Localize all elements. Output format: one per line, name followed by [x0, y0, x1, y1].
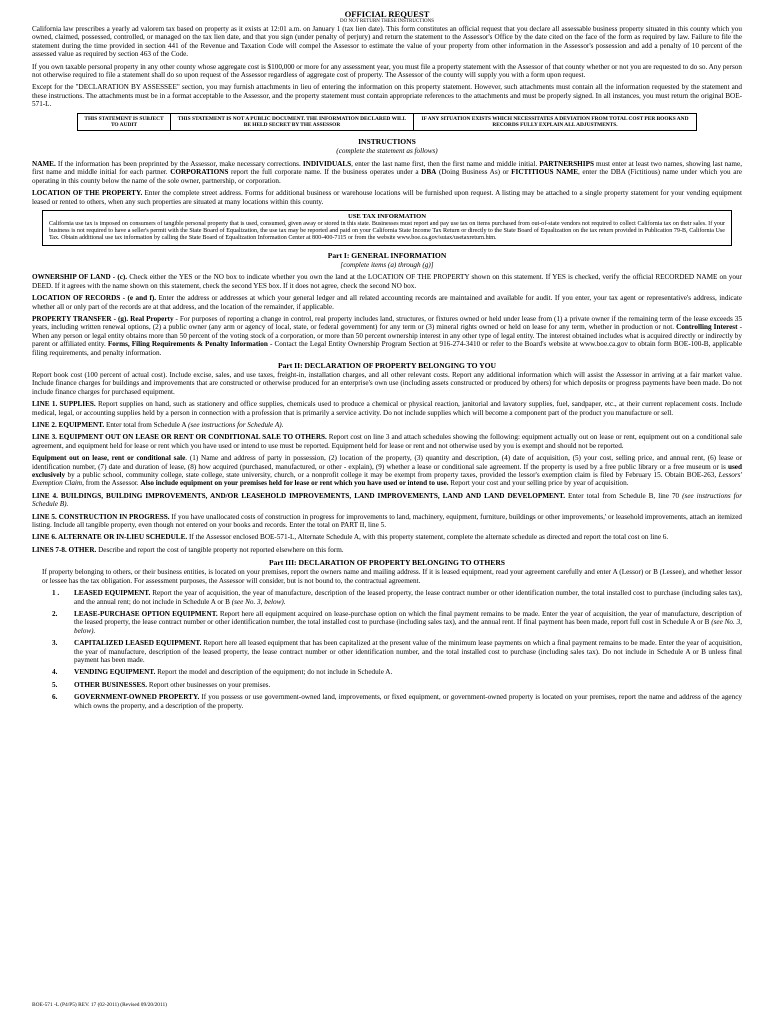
item-number: 2. [52, 609, 58, 618]
line3-text: Report cost on line 3 and attach schedules showing the following: equipment actually out on lease or rent, equipment out on a conditional sale agreement, and equipment held for lease or rent which you have used or intend to use must be reported. Equipment held for lease or rent and not otherwise used by you is exempt and should not be reported. [32, 433, 743, 450]
item-label: GOVERNMENT-OWNED PROPERTY. [74, 693, 200, 702]
name-instruction [32, 160, 742, 185]
line2-text: Enter total from Schedule A [104, 421, 188, 429]
part3-list [32, 589, 742, 710]
instructions-heading: INSTRUCTIONS [358, 137, 416, 147]
item-text [74, 610, 742, 635]
forms-label: Forms, Filing Requirements & Penalty Information [107, 340, 268, 349]
line1-label: LINE 1. SUPPLIES. [32, 400, 96, 409]
location-text: Enter the complete street address. Forms for additional business or warehouse locations will be furnished upon request. A listing may be attached to a single property statement for your vending equipment leased or rented to others, when any such properties are situated at many locations within this county. [32, 189, 743, 206]
line2-note: (see instructions for Schedule A). [188, 421, 284, 429]
lines78-text: Describe and report the cost of tangible property not reported elsewhere on this form. [96, 545, 344, 554]
item-number: 5. [52, 680, 58, 689]
transfer-text: - When any person or legal entity obtains more than 50 percent of the voting stock of a corporation, or more than 50 percent ownership interest in any other type of legal entity. The interest obtained includes what is acquired directly or indirectly by parent or affiliated entity. [32, 323, 742, 349]
corporations-label: CORPORATIONS [170, 168, 229, 177]
line4-note: (see instructions for Schedule B). [32, 491, 742, 509]
ownership-instruction [32, 273, 742, 290]
item-text [74, 693, 742, 710]
part3-intro: If property belonging to others, or their business entities, is located on your premises, report the owners name and mailing address. If it is leased equipment, read your agreement carefully and enter A (Lessor) or B (Lessee), and whether lessor or lessee has the tax obligation. For assessment purposes, the Assessor will consider, but is not bound to, the contractual agreement. [42, 568, 742, 585]
line5-text: If you have unallocated costs of construction in progress for improvements to land, machinery, equipment, furniture, buildings or other improvements,' or leasehold improvements, attach an itemized listing. Include all tangible property, even though not entered on your books and records. Enter the total on PART II, line 5. [32, 512, 742, 530]
instructions-subheading: (complete the statement as follows) [336, 147, 438, 156]
line5-label: LINE 5. CONSTRUCTION IN PROGRESS. [32, 512, 170, 521]
records-text: Enter the address or addresses at which your general ledger and all related accounting records are maintained and available for audit. If you enter, your tax agent or representative's address, indicate whether all or only part of the records are at that address, and the location of the remainder, if applicable. [32, 294, 742, 311]
item-text [74, 681, 742, 689]
item-body: Report the model and description of the equipment; do not include in Schedule A. [155, 668, 393, 677]
item-text [74, 668, 742, 676]
line1-text: Report supplies on hand, such as stationery and office supplies, chemicals used to produce a chemical or physical reaction, janitorial and lavatory supplies, fuel, sandpaper, etc., at their current replacement costs. Include medical, legal, or accounting supplies held by a person in connection with a profession that is primarily a service activity. Do not include supplies which will become a component part of the product you manufacture or sell. [32, 400, 742, 417]
transfer-label: PROPERTY TRANSFER - (g). [32, 314, 129, 323]
notice-audit: THIS STATEMENT IS SUBJECT TO AUDIT [78, 113, 171, 131]
item-note: (see No. 3, below). [74, 618, 742, 635]
part3-item [52, 668, 742, 676]
name-text: If the information has been preprinted by the Assessor, make necessary corrections. [55, 159, 303, 168]
part1-heading: Part I: GENERAL INFORMATION [327, 250, 447, 260]
line6-label: LINE 6. ALTERNATE OR IN-LIEU SCHEDULE. [32, 533, 188, 542]
item-body: If you possess or use government-owned land, improvements, or fixed equipment, or government-owned property is located on your premises, report the name and address of the agency which owns the property, and a description of the property. [74, 693, 742, 710]
name-label: NAME. [32, 159, 56, 168]
item-label: OTHER BUSINESSES. [74, 680, 148, 689]
lessors-exemption-title: Lessors' Exemption Claim [32, 471, 742, 488]
item-label: LEASE-PURCHASE OPTION EQUIPMENT. [74, 609, 218, 618]
equipment-lease-text: Report your cost and your selling price by year of acquisition. [448, 479, 629, 488]
document-page [32, 0, 743, 1008]
line2-instruction [32, 421, 742, 429]
item-body: Report other businesses on your premises. [147, 680, 271, 689]
dba-label: DBA [421, 168, 437, 177]
page-title: OFFICIAL REQUEST [344, 9, 430, 19]
use-tax-text: California use tax is imposed on consumers of tangible personal property that is used, consumed, given away or stored in this state. Businesses must report and pay use tax on items purchased from out-of-state vendors not required to collect California tax on their sales. If your business is not required to have a seller's permit with the State Board of Equalization, the use tax may be reported and paid on your California State Income Tax Return or directly to the State Board of Equalization on the tax return provided in Publication 79-B, California Use Tax. Obtain additional use tax information by calling the State Board of Equalization Information Center at 800-400-7115 or from the website www.boe.ca.gov/sutax/usetaxreturn.htm. [49, 220, 725, 241]
name-text: , enter the DBA (Fictitious) name under which you are operating in this county below the name of the sole owner, partnership, or corporation. [32, 168, 742, 185]
records-label: LOCATION OF RECORDS - (e and f). [32, 294, 157, 303]
item-number: 3. [52, 639, 58, 648]
item-number: 6. [52, 693, 58, 702]
transfer-text: - For purposes of reporting a change in control, real property includes land, structures, or fixtures owned or held under lease from (1) a private owner if the remaining term of the lease exceeds 35 years, including written renewal options, (2) a public owner (any arm or agency of local, state, or federal government) for any term or (3) mineral rights owned or held on lease for any term, whether in production or not. [32, 314, 742, 332]
records-instruction [32, 294, 742, 311]
name-text: , enter the last name first, then the first name and middle initial. [351, 159, 540, 168]
part3-item [52, 589, 742, 606]
lines78-instruction [32, 546, 742, 554]
transfer-instruction [32, 315, 742, 357]
equipment-lease-label: Equipment out on lease, rent or conditional sale [32, 454, 186, 463]
used-exclusively-label: used exclusively [32, 462, 742, 480]
line3-instruction [32, 433, 742, 450]
controlling-label: Controlling Interest [676, 323, 738, 332]
part2-heading: Part II: DECLARATION OF PROPERTY BELONGING TO YOU [277, 360, 497, 370]
intro-paragraph-1: California law prescribes a yearly ad valorem tax based on property as it exists at 12:01 a.m. on January 1 (tax lien date). This form constitutes an official request that you declare all assessable business property situated in this county which you owned, claimed, possessed, controlled, or managed on the tax lien date, and that you sign (under penalty of perjury) and return the statement to the Assessor's Office by the date cited on the face of the form as required by law. Failure to file the statement during the time provided in section 441 of the Revenue and Taxation Code will compel the Assessor to estimate the value of your property from other information in the Assessor's possession and add a penalty of 10 percent of the assessed value as required by section 463 of the Code. [32, 25, 742, 59]
form-footer: BOE-571 -L (P4/P5) REV. 17 (02-2011) (Revised 09/20/2011) [32, 1002, 167, 1008]
line4-text: Enter total from Schedule B, line 70 [565, 491, 683, 500]
use-tax-box [42, 210, 732, 246]
item-note: (see No. 3, below). [231, 597, 286, 606]
line1-instruction [32, 400, 742, 417]
partnerships-label: PARTNERSHIPS [539, 159, 594, 168]
location-instruction [32, 189, 742, 206]
line5-instruction [32, 513, 742, 530]
part3-heading: Part III: DECLARATION OF PROPERTY BELONGING TO OTHERS [268, 558, 506, 568]
item-label: VENDING EQUIPMENT. [74, 668, 156, 677]
intro-paragraph-3: Except for the "DECLARATION BY ASSESSEE" section, you may furnish attachments in lieu of entering the information on this property statement. However, such attachments must contain all the information requested by the statement and these instructions. The attachments must be in a format acceptable to the Assessor, and the property statement must contain appropriate references to the attachments and must be properly signed. In all instances, you must return the original BOE-571-L. [32, 83, 742, 109]
individuals-label: INDIVIDUALS [302, 159, 352, 168]
transfer-text: - Contact the Legal Entity Ownership Program Section at 916-274-3410 or refer to the Board's website at www.boe.ca.gov to obtain form BOE-100-B, applicable filing requirements, and penalty information. [32, 340, 742, 357]
line2-label: LINE 2. EQUIPMENT. [32, 421, 105, 429]
line3-label: LINE 3. EQUIPMENT OUT ON LEASE OR RENT OR CONDITIONAL SALE TO OTHERS. [32, 433, 327, 442]
ownership-text: Check either the YES or the NO box to indicate whether you own the land at the LOCATION OF THE PROPERTY shown on this statement. If YES is checked, verify the official RECORDED NAME on your DEED. If it agrees with the name shown on this statement, check the second YES box. If it does not agree, check the second NO box. [32, 273, 742, 290]
part3-item [52, 681, 742, 689]
location-label: LOCATION OF THE PROPERTY. [32, 189, 143, 198]
item-body: Report here all equipment acquired on lease-purchase option on which the final payment remains to be made. Enter the year of acquisition, the year of manufacture, description of the leased property, the lease contract number or other identification number, the total installed cost to purchase (including sales tax), and the annual rent. If final payment has been made, report full cost in Schedule A or B [74, 609, 742, 627]
equipment-lease-text: by a public school, community college, state college, state university, church, or a nonprofit college it may be exempt from property taxes, provided the lessor's exemption claim is filed by February 15. Obtain BOE-263, [65, 471, 719, 480]
page-subtitle: DO NOT RETURN THESE INSTRUCTIONS [340, 19, 434, 24]
equipment-lease-text: . (1) Name and address of party in possession, (2) location of the property, (3) quantity and description, (4) date of acquisition, (5) your cost, selling price, and annual rent, (6) lease or identification number, (7) date and duration of lease, (8) how acquired (purchased, manufactured, or other - explain), (9) whether a lease or conditional sale agreement. If the property is used by a free public library or a free museum or is [32, 454, 742, 471]
item-label: CAPITALIZED LEASED EQUIPMENT. [74, 639, 202, 648]
item-text [74, 589, 742, 606]
notice-table [77, 113, 697, 132]
line4-instruction [32, 492, 742, 509]
line4-label: LINE 4. BUILDINGS, BUILDING IMPROVEMENTS, AND/OR LEASEHOLD IMPROVEMENTS, LAND IMPROVEMENTS, LAND AND LAND DEVELOPMENT. [32, 491, 566, 500]
name-text: (Doing Business As) or [436, 168, 512, 177]
fictitious-label: FICTITIOUS NAME [511, 168, 579, 177]
intro-paragraph-2: If you own taxable personal property in any other county whose aggregate cost is $100,000 or more for any assessment year, you must file a property statement with the Assessor of that county whether or not you are requested to do so. Any person not otherwise required to file a statement shall do so upon request of the Assessor regardless of aggregate cost of property. The Assessor of the county will supply you with a form upon request. [32, 62, 742, 80]
use-tax-title: USE TAX INFORMATION [347, 212, 427, 220]
item-body: Report here all leased equipment that has been capitalized at the present value of the minimum lease payments on which a final payment remains to be made. Enter the year of acquisition, the year of manufacture, description of the leased property, the lease contract number or other identification number, and the total installed cost to purchase (including sales tax). Do not include in Schedule A or B unless final payment has been made. [74, 639, 742, 664]
notice-deviation: IF ANY SITUATION EXISTS WHICH NECESSITATES A DEVIATION FROM TOTAL COST PER BOOKS AND RECORDS FULLY EXPLAIN ALL ADJUSTMENTS. [414, 113, 697, 131]
part3-item [52, 693, 742, 710]
include-equipment-note: Also include equipment on your premises held for lease or rent which you have used or intend to use. [140, 479, 449, 488]
item-body: Report the year of acquisition, the year of manufacture, description of the leased property, the lease contract number or other identification number, the total installed cost to purchase (including sales tax), and the annual rent; do not include in Schedule A or B [74, 589, 742, 606]
item-text [74, 639, 742, 664]
real-property-label: Real Property [128, 314, 174, 323]
part3-item [52, 639, 742, 664]
part2-intro: Report book cost (100 percent of actual cost). Include excise, sales, and use taxes, freight-in, installation charges, and all other relevant costs. Report any additional information which will assist the Assessor in arriving at a fair market value. Include finance charges for buildings and improvements that are constructed or otherwise produced for an enterprise's own use (including assets constructed or produced by others) for which deposits or progress payments have been made. Do not include finance charges for purchased equipment. [32, 370, 742, 396]
item-number: 4. [52, 668, 58, 677]
name-text: must enter at least two names, showing last name, first name and middle initial for each partner. [32, 159, 743, 177]
line6-text: If the Assessor enclosed BOE-571-L, Alternate Schedule A, with this property statement, complete the alternate schedule as directed and report the total cost on line 6. [187, 533, 669, 542]
notice-not-public: THIS STATEMENT IS NOT A PUBLIC DOCUMENT. THE INFORMATION DECLARED WILL BE HELD SECRET BY THE ASSESSOR [171, 113, 414, 131]
equipment-lease-text: , from the Assessor. [82, 479, 141, 488]
name-text: report the full corporate name. If the business operates under a [228, 168, 422, 177]
lines78-label: LINES 7-8. OTHER. [32, 545, 97, 554]
line6-instruction [32, 533, 742, 541]
ownership-label: OWNERSHIP OF LAND - (c). [32, 273, 128, 282]
item-number: 1 . [52, 589, 60, 598]
part3-item [52, 610, 742, 635]
equipment-lease-instruction [32, 454, 742, 488]
part1-subheading: [complete items (a) through (g)] [340, 260, 434, 269]
item-label: LEASED EQUIPMENT. [74, 589, 151, 598]
